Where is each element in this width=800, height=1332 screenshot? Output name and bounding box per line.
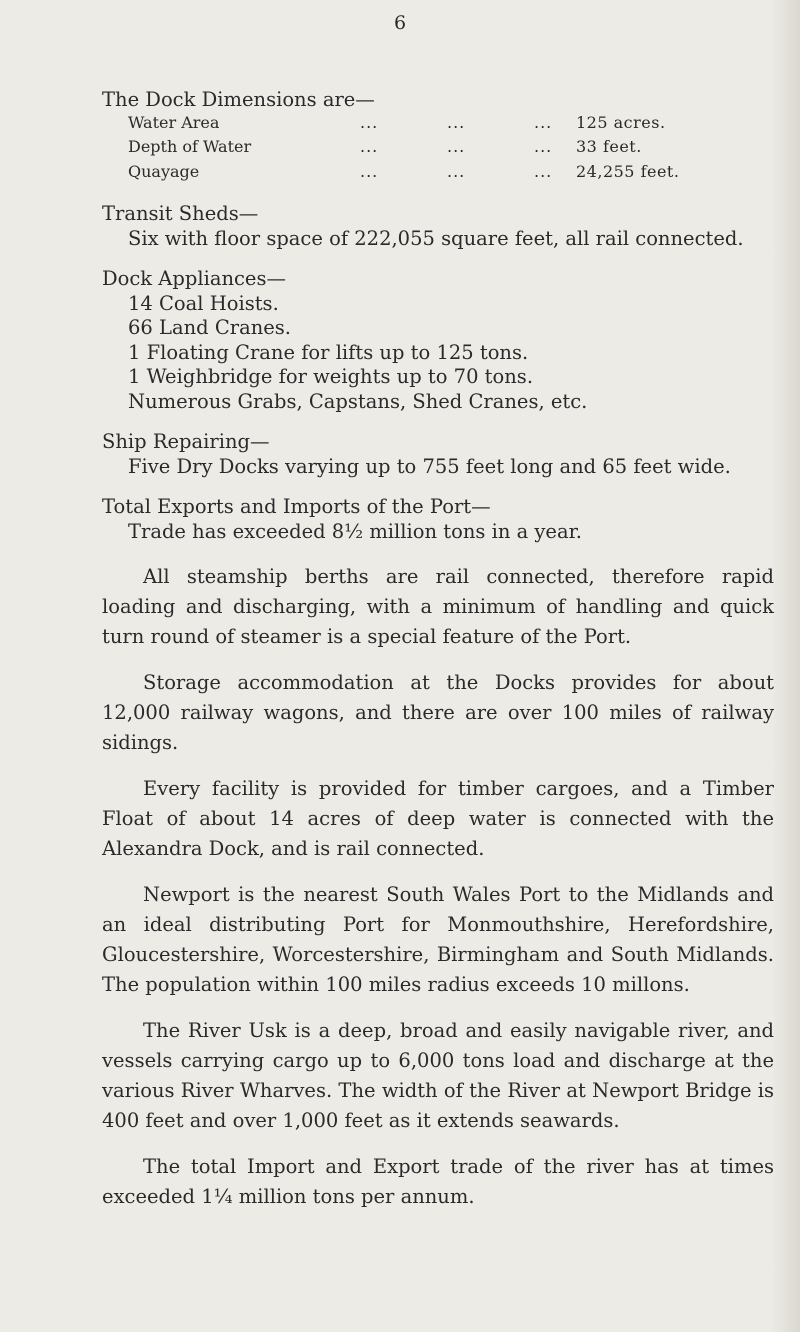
appliance-item: 1 Floating Crane for lifts up to 125 tons. [128, 340, 529, 364]
transit-sheds-text: Six with floor space of 222,055 square feet, all rail connected. [128, 226, 744, 250]
leader-dots: ... [447, 112, 466, 132]
leader-dots: ... [447, 137, 466, 156]
dimension-row-depth [102, 137, 774, 162]
dimension-label: Depth of Water [128, 137, 252, 156]
page-edge-shadow [772, 0, 800, 1332]
leader-dots: ... [360, 137, 379, 156]
ship-repairing-heading: Ship Repairing— [102, 430, 270, 453]
leader-dots: ... [534, 161, 553, 181]
paragraph-river-usk: The River Usk is a deep, broad and easily navigable river, and vessels carrying cargo up to 6,000 tons load and discharge at the various River Wharves. The width of the River at Newport Bridge is 400 feet and over 1,000 feet as it extends seawards. [102, 1019, 774, 1132]
total-trade-heading: Total Exports and Imports of the Port— [102, 495, 491, 518]
dimension-label: Water Area [128, 112, 220, 132]
dimension-value: 125 acres. [576, 112, 666, 132]
document-body [102, 88, 774, 1212]
total-trade-text: Trade has exceeded 8½ million tons in a year. [128, 519, 582, 543]
appliance-item: 66 Land Cranes. [128, 316, 291, 339]
dimension-value: 33 feet. [576, 137, 642, 156]
ship-repairing-text: Five Dry Docks varying up to 755 feet long and 65 feet wide. [128, 454, 731, 478]
leader-dots: ... [534, 137, 553, 156]
dimension-row-water-area [102, 113, 774, 138]
paragraph-timber: Every facility is provided for timber cargoes, and a Timber Float of about 14 acres of deep water is connected with the Alexandra Dock, and is rail connected. [102, 777, 774, 860]
page-number: 6 [393, 12, 407, 34]
appliance-item: 14 Coal Hoists. [128, 291, 279, 315]
transit-sheds-heading: Transit Sheds— [102, 202, 259, 225]
leader-dots: ... [447, 161, 466, 181]
dimension-label: Quayage [128, 161, 200, 181]
paragraph-storage: Storage accommodation at the Docks provides for about 12,000 railway wagons, and there are over 100 miles of railway sidings. [102, 671, 774, 754]
appliance-item: Numerous Grabs, Capstans, Shed Cranes, etc. [128, 389, 588, 413]
paragraph-newport: Newport is the nearest South Wales Port to the Midlands and an ideal distributing Port for Monmouthshire, Herefordshire, Gloucestershire, Worcestershire, Birmingham and South Midlands. The population within 100 miles radius exceeds 10 millons. [102, 883, 774, 996]
dock-dimensions-heading: The Dock Dimensions are— [102, 88, 375, 111]
dimension-value: 24,255 feet. [576, 161, 680, 181]
dock-appliances-heading: Dock Appliances— [102, 267, 286, 290]
appliance-item: 1 Weighbridge for weights up to 70 tons. [128, 365, 534, 388]
dimension-row-quayage [102, 162, 774, 187]
paragraph-rail-berths: All steamship berths are rail connected, therefore rapid loading and discharging, with a minimum of handling and quick turn round of steamer is a special feature of the Port. [102, 565, 774, 648]
leader-dots: ... [534, 112, 553, 132]
paragraph-river-trade: The total Import and Export trade of the river has at times exceeded 1¼ million tons per annum. [102, 1155, 774, 1208]
leader-dots: ... [360, 112, 379, 132]
leader-dots: ... [360, 161, 379, 181]
